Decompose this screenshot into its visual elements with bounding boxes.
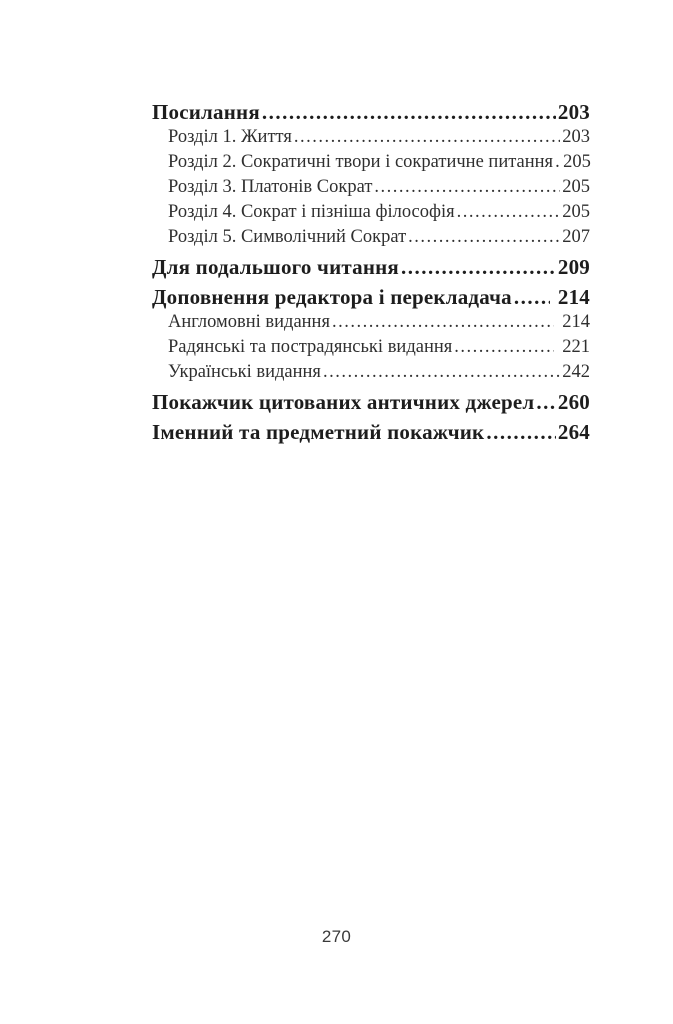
dot-leader	[536, 390, 555, 415]
toc-entry[interactable]	[152, 360, 590, 385]
toc-entry-page: 221	[562, 337, 590, 357]
dot-leader	[514, 285, 550, 310]
dot-leader	[332, 310, 554, 335]
toc-entry-label: Для подальшого читання	[152, 255, 399, 279]
toc-entry-page: 207	[562, 227, 590, 247]
toc-entry[interactable]	[152, 255, 590, 280]
dot-leader	[486, 420, 556, 445]
toc-entry[interactable]	[152, 150, 590, 175]
dot-leader	[408, 225, 560, 250]
toc-entry-page: 214	[562, 312, 590, 332]
toc-entry-page: 260	[557, 390, 590, 414]
toc-entry-label: Українські видання	[168, 362, 321, 382]
toc-entry[interactable]	[152, 225, 590, 250]
toc-entry-page: 205	[562, 177, 590, 197]
dot-leader	[555, 150, 561, 175]
toc-entry[interactable]	[152, 125, 590, 150]
toc-entry-label: Англомовні видання	[168, 312, 330, 332]
toc-entry[interactable]	[152, 335, 590, 360]
toc-entry[interactable]	[152, 420, 590, 445]
toc-entry-page: 205	[563, 152, 591, 172]
toc-entry-label: Розділ 3. Платонів Сократ	[168, 177, 373, 197]
table-of-contents	[152, 100, 590, 445]
dot-leader	[374, 175, 560, 200]
toc-entry-page: 203	[557, 100, 590, 124]
toc-entry-label: Покажчик цитованих античних джерел	[152, 390, 535, 414]
toc-entry-label: Розділ 2. Сократичні твори і сократичне питання	[168, 152, 554, 172]
toc-entry[interactable]	[152, 200, 590, 225]
toc-entry-page: 209	[557, 255, 590, 279]
page-number: 270	[321, 927, 352, 946]
toc-entry[interactable]	[152, 100, 590, 125]
toc-entry-page: 264	[557, 420, 590, 444]
toc-entry-label: Розділ 5. Символічний Сократ	[168, 227, 407, 247]
toc-entry[interactable]	[152, 390, 590, 415]
dot-leader	[262, 100, 556, 125]
toc-entry-label: Іменний та предметний покажчик	[152, 420, 485, 444]
dot-leader	[454, 335, 554, 360]
toc-entry-label: Посилання	[152, 100, 260, 124]
toc-entry-label: Розділ 4. Сократ і пізніша філософія	[168, 202, 455, 222]
dot-leader	[323, 360, 560, 385]
toc-entry-page: 242	[562, 362, 590, 382]
toc-entry-page: 205	[562, 202, 590, 222]
toc-entry[interactable]	[152, 285, 590, 310]
toc-entry-label: Розділ 1. Життя	[168, 127, 292, 147]
toc-entry-page: 214	[557, 285, 590, 309]
dot-leader	[401, 255, 556, 280]
dot-leader	[294, 125, 560, 150]
dot-leader	[457, 200, 561, 225]
toc-entry-label: Доповнення редактора і перекладача	[152, 285, 512, 309]
toc-entry-page: 203	[562, 127, 590, 147]
toc-entry[interactable]	[152, 175, 590, 200]
toc-entry[interactable]	[152, 310, 590, 335]
toc-entry-label: Радянські та пострадянські видання	[168, 337, 453, 357]
